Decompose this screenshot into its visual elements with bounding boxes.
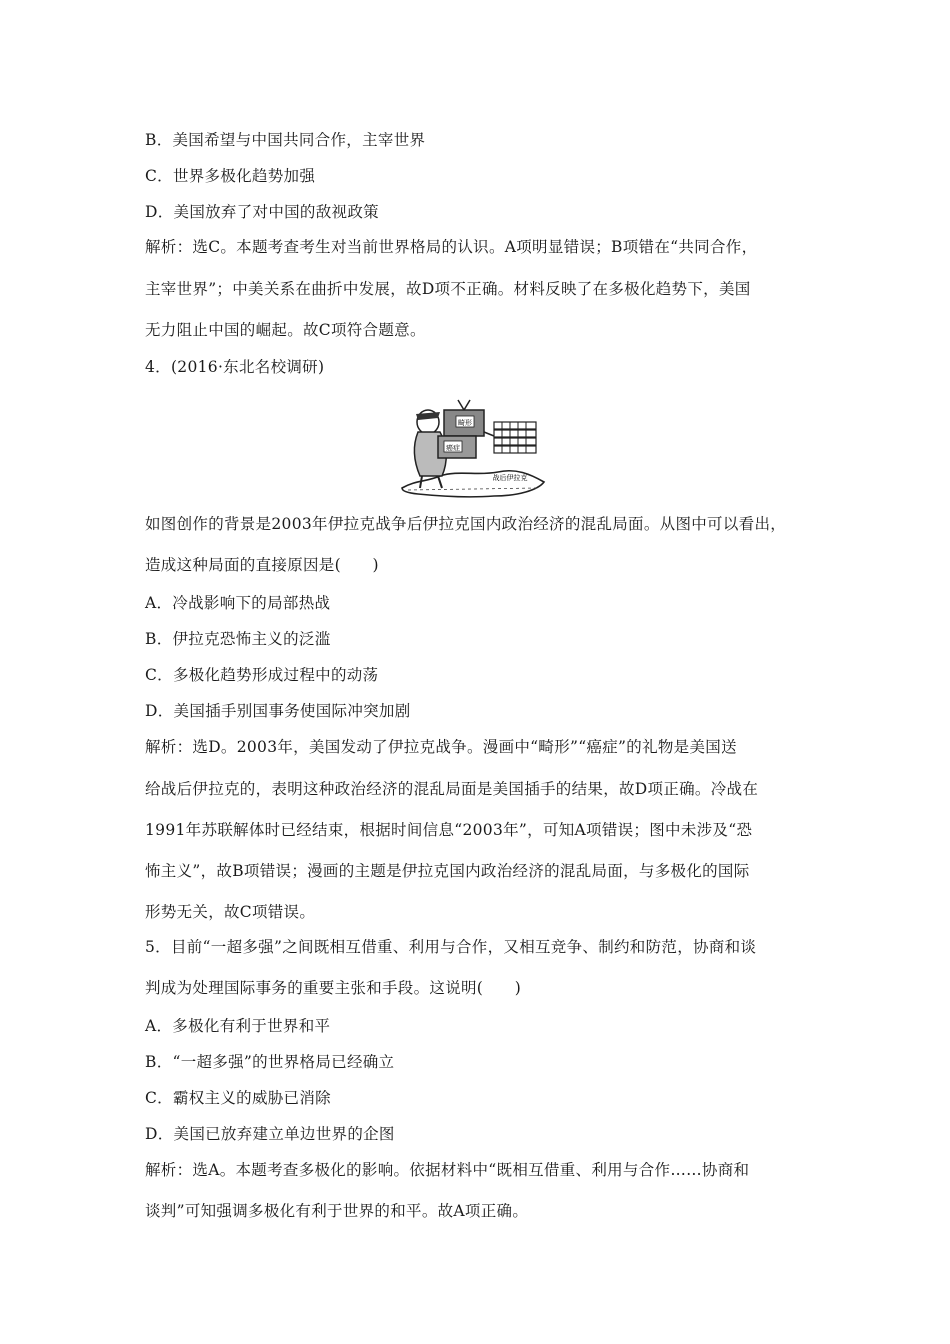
- island-label: 战后伊拉克: [492, 474, 528, 482]
- q4-analysis-line-4: 怖主义”，故B项错误；漫画的主题是伊拉克国内政治经济的混乱局面，与多极化的国际: [145, 862, 750, 880]
- q5-stem-line-1: 5．目前“一超多强”之间既相互借重、利用与合作，又相互竞争、制约和防范，协商和谈: [145, 938, 757, 956]
- q4-analysis-line-2: 给战后伊拉克的，表明这种政治经济的混乱局面是美国插手的结果，故D项正确。冷战在: [145, 780, 759, 798]
- q5-option-b: B．“一超多强”的世界格局已经确立: [145, 1053, 395, 1071]
- q4-option-b: B．伊拉克恐怖主义的泛滥: [145, 630, 331, 648]
- q3-analysis-line-3: 无力阻止中国的崛起。故C项符合题意。: [145, 321, 426, 339]
- gift-label-1: 畸形: [458, 419, 472, 427]
- q4-option-a: A．冷战影响下的局部热战: [145, 594, 331, 612]
- q4-option-d: D．美国插手别国事务使国际冲突加剧: [145, 702, 411, 720]
- q3-option-c: C．世界多极化趋势加强: [145, 167, 316, 185]
- q3-option-b: B．美国希望与中国共同合作，主宰世界: [145, 131, 426, 149]
- q5-option-d: D．美国已放弃建立单边世界的企图: [145, 1125, 395, 1143]
- q4-stem-line-1: 如图创作的背景是2003年伊拉克战争后伊拉克国内政治经济的混乱局面。从图中可以看出，: [145, 515, 787, 533]
- political-cartoon: [398, 392, 550, 500]
- q5-option-a: A．多极化有利于世界和平: [145, 1017, 331, 1035]
- q4-option-c: C．多极化趋势形成过程中的动荡: [145, 666, 379, 684]
- gift-label-2: 癌症: [446, 444, 460, 452]
- q3-analysis-line-2: 主宰世界”；中美关系在曲折中发展，故D项不正确。材料反映了在多极化趋势下，美国: [145, 280, 751, 298]
- q4-analysis-line-1: 解析：选D。2003年，美国发动了伊拉克战争。漫画中“畸形”“癌症”的礼物是美国送: [145, 738, 737, 756]
- q5-analysis-line-1: 解析：选A。本题考查多极化的影响。依据材料中“既相互借重、利用与合作……协商和: [145, 1161, 750, 1179]
- q3-analysis-line-1: 解析：选C。本题考查考生对当前世界格局的认识。A项明显错误；B项错在“共同合作，: [145, 238, 758, 256]
- q4-stem-line-2: 造成这种局面的直接原因是( ): [145, 556, 379, 574]
- q5-analysis-line-2: 谈判”可知强调多极化有利于世界的和平。故A项正确。: [145, 1202, 529, 1220]
- q3-option-d: D．美国放弃了对中国的敌视政策: [145, 203, 379, 221]
- q4-header: 4．(2016·东北名校调研): [145, 358, 325, 376]
- q4-analysis-line-5: 形势无关，故C项错误。: [145, 903, 316, 921]
- q5-stem-line-2: 判成为处理国际事务的重要主张和手段。这说明( ): [145, 979, 522, 997]
- missile-bundle: [484, 422, 536, 453]
- q4-analysis-line-3: 1991年苏联解体时已经结束，根据时间信息“2003年”，可知A项错误；图中未涉及“恐: [145, 821, 753, 839]
- q5-option-c: C．霸权主义的威胁已消除: [145, 1089, 331, 1107]
